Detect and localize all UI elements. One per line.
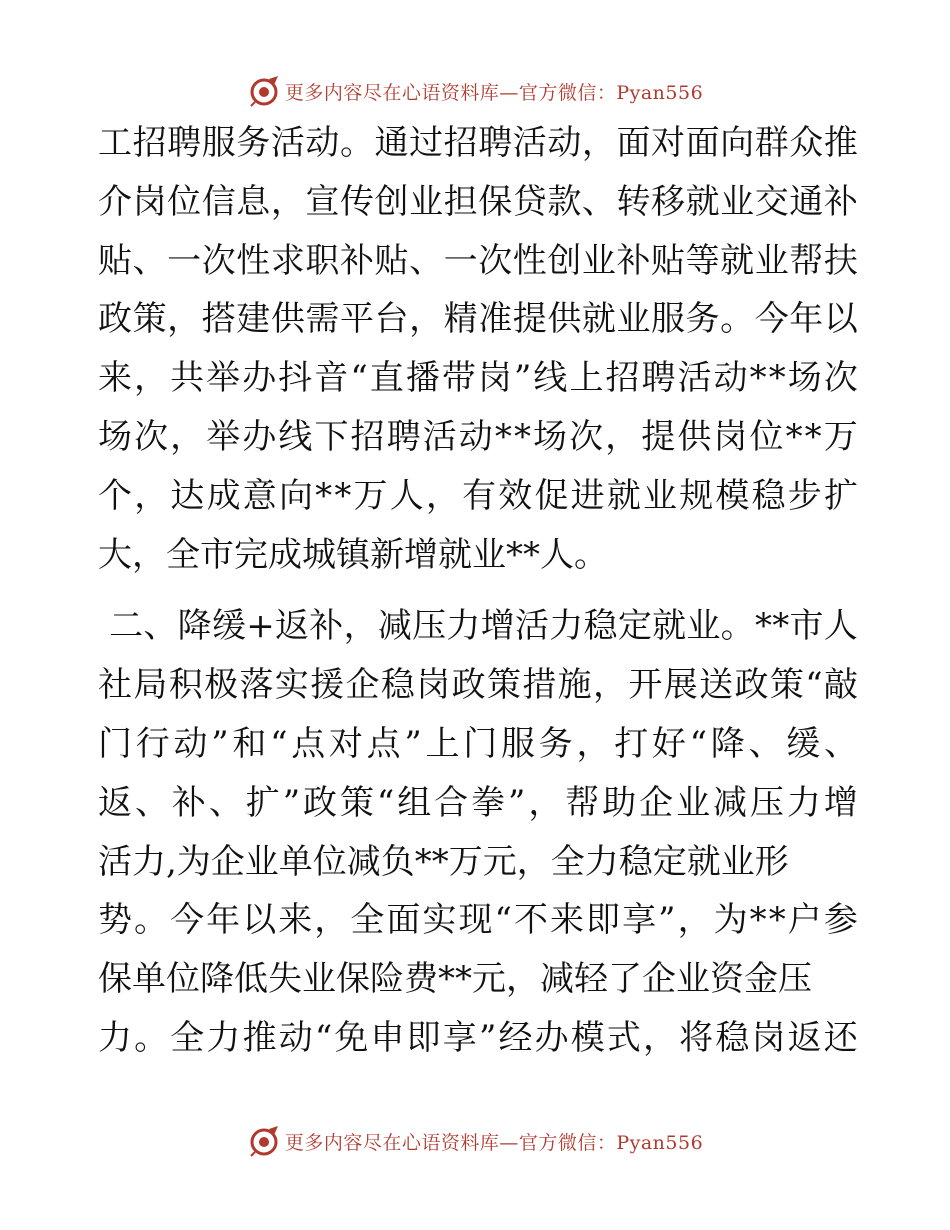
text-line: 返 、 补 、 扩 ” 政 策 “ 组 合 拳 ” ， 帮 助 企 业 减 压 力 增: [98, 782, 858, 823]
header-watermark: [0, 71, 950, 111]
text-line: 场 次 ， 举 办 线 下 招 聘 活 动 * * 场 次 ， 提 供 岗 位 * * 万: [98, 416, 858, 457]
paragraph-1: [98, 114, 858, 584]
text-line: 二 、 降 缓 + 返 补 ， 减 压 力 增 活 力 稳 定 就 业 。 * * 市 人: [109, 606, 858, 647]
text-line: 大，全市完成城镇新增就业**人。: [98, 534, 608, 575]
text-line: 活力,为企业单位减负**万元，全力稳定就业形: [98, 841, 789, 882]
text-line: 来 ， 共 举 办 抖 音 “ 直 播 带 岗 ” 线 上 招 聘 活 动 * * 场 次: [98, 358, 858, 399]
text-line: 社 局 积 极 落 实 援 企 稳 岗 政 策 措 施 ， 开 展 送 政 策 “ 敲: [98, 665, 858, 706]
text-line: 政 策 ， 搭 建 供 需 平 台 ， 精 准 提 供 就 业 服 务 。 今 年 以: [98, 299, 858, 340]
text-line: 工 招 聘 服 务 活 动 。 通 过 招 聘 活 动 ， 面 对 面 向 群 众 推: [98, 123, 858, 163]
document-body: [98, 114, 858, 1068]
watermark-logo-icon: [247, 1124, 281, 1158]
text-line: 力 。 全 力 推 动 “ 免 申 即 享 ” 经 办 模 式 ， 将 稳 岗 返 还: [98, 1017, 858, 1058]
text-line: 介 岗 位 信 息 ， 宣 传 创 业 担 保 贷 款 、 转 移 就 业 交 通 补: [98, 181, 858, 222]
paragraph-2: [98, 597, 858, 1067]
watermark-logo-icon: [247, 74, 281, 108]
header-watermark-text: 更多内容尽在心语资料库—官方微信：Pyan556: [284, 81, 704, 104]
footer-watermark-text: 更多内容尽在心语资料库—官方微信：Pyan556: [284, 1131, 704, 1154]
text-line: 个 ， 达 成 意 向 * * 万 人 ， 有 效 促 进 就 业 规 模 稳 步 扩: [98, 475, 858, 516]
footer-watermark: [0, 1121, 950, 1161]
paragraph-spacer: [98, 584, 858, 597]
text-line: 势 。 今 年 以 来 ， 全 面 实 现 “ 不 来 即 享 ” ， 为 * * 户 参: [98, 900, 858, 941]
text-line: 保单位降低失业保险费**元，减轻了企业资金压: [98, 959, 812, 1000]
text-line: 贴 、 一 次 性 求 职 补 贴 、 一 次 性 创 业 补 贴 等 就 业 帮 扶: [98, 240, 858, 281]
text-line: 门 行 动 ” 和 “ 点 对 点 ” 上 门 服 务 ， 打 好 “ 降 、 缓 、: [98, 723, 858, 764]
